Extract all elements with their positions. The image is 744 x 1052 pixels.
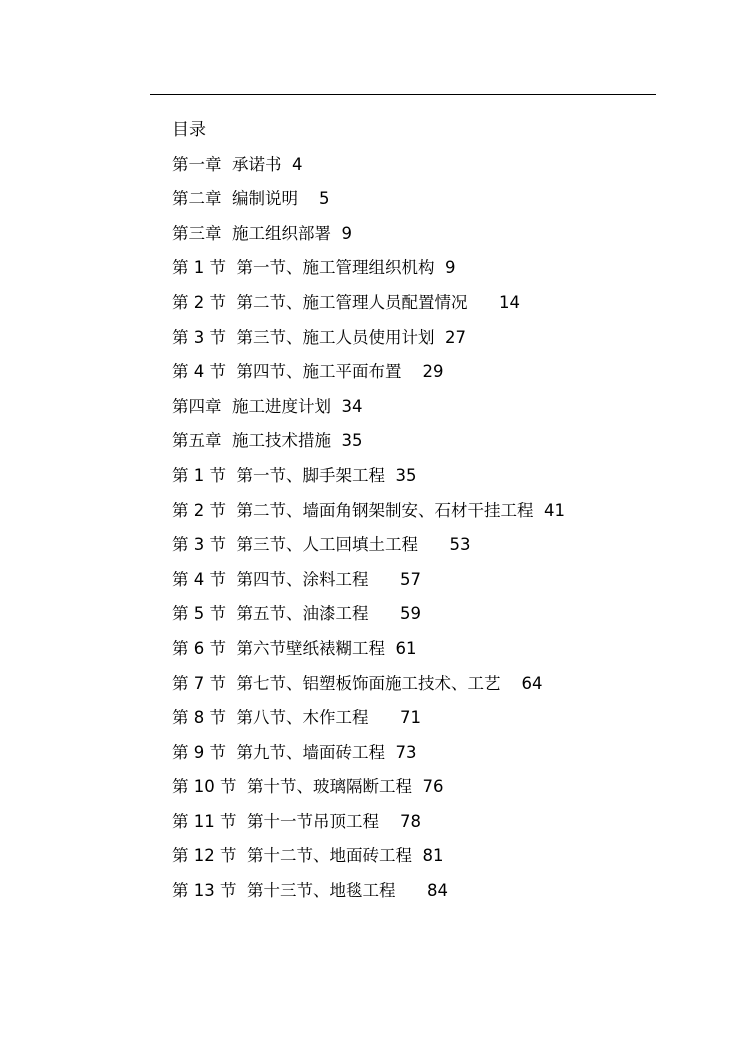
- toc-entry[interactable]: 第 4 节 第四节、涂料工程 57: [172, 569, 421, 589]
- toc-entry[interactable]: 第 5 节 第五节、油漆工程 59: [172, 604, 421, 624]
- toc-entry[interactable]: 第 13 节 第十三节、地毯工程 84: [172, 881, 448, 901]
- toc-title: 目录: [172, 120, 206, 140]
- toc-entry[interactable]: 第 7 节 第七节、铝塑板饰面施工技术、工艺 64: [172, 673, 543, 693]
- toc-entry[interactable]: 第 10 节 第十节、玻璃隔断工程 76: [172, 777, 444, 797]
- toc-entry[interactable]: 第 6 节 第六节壁纸裱糊工程 61: [172, 638, 417, 658]
- toc-entry[interactable]: 第 8 节 第八节、木作工程 71: [172, 708, 421, 728]
- toc-entry[interactable]: 第一章 承诺书 4: [172, 154, 303, 174]
- toc-entry[interactable]: 第 3 节 第三节、施工人员使用计划 27: [172, 327, 466, 347]
- toc-entry[interactable]: 第四章 施工进度计划 34: [172, 396, 363, 416]
- toc-entry[interactable]: 第 2 节 第二节、施工管理人员配置情况 14: [172, 292, 520, 312]
- header-rule: [150, 94, 656, 95]
- table-of-contents: [172, 117, 565, 913]
- toc-entry[interactable]: 第 1 节 第一节、脚手架工程 35: [172, 465, 417, 485]
- toc-entry[interactable]: 第 3 节 第三节、人工回填土工程 53: [172, 535, 471, 555]
- toc-entry[interactable]: 第 4 节 第四节、施工平面布置 29: [172, 362, 444, 382]
- toc-entry[interactable]: 第 11 节 第十一节吊顶工程 78: [172, 811, 421, 831]
- toc-entry[interactable]: 第二章 编制说明 5: [172, 189, 330, 209]
- toc-entry[interactable]: 第三章 施工组织部署 9: [172, 223, 352, 243]
- toc-entry[interactable]: 第 2 节 第二节、墙面角钢架制安、石材干挂工程 41: [172, 500, 565, 520]
- toc-entry[interactable]: 第 1 节 第一节、施工管理组织机构 9: [172, 258, 456, 278]
- toc-entry[interactable]: 第五章 施工技术措施 35: [172, 431, 363, 451]
- toc-entry[interactable]: 第 12 节 第十二节、地面砖工程 81: [172, 846, 444, 866]
- toc-entry[interactable]: 第 9 节 第九节、墙面砖工程 73: [172, 742, 417, 762]
